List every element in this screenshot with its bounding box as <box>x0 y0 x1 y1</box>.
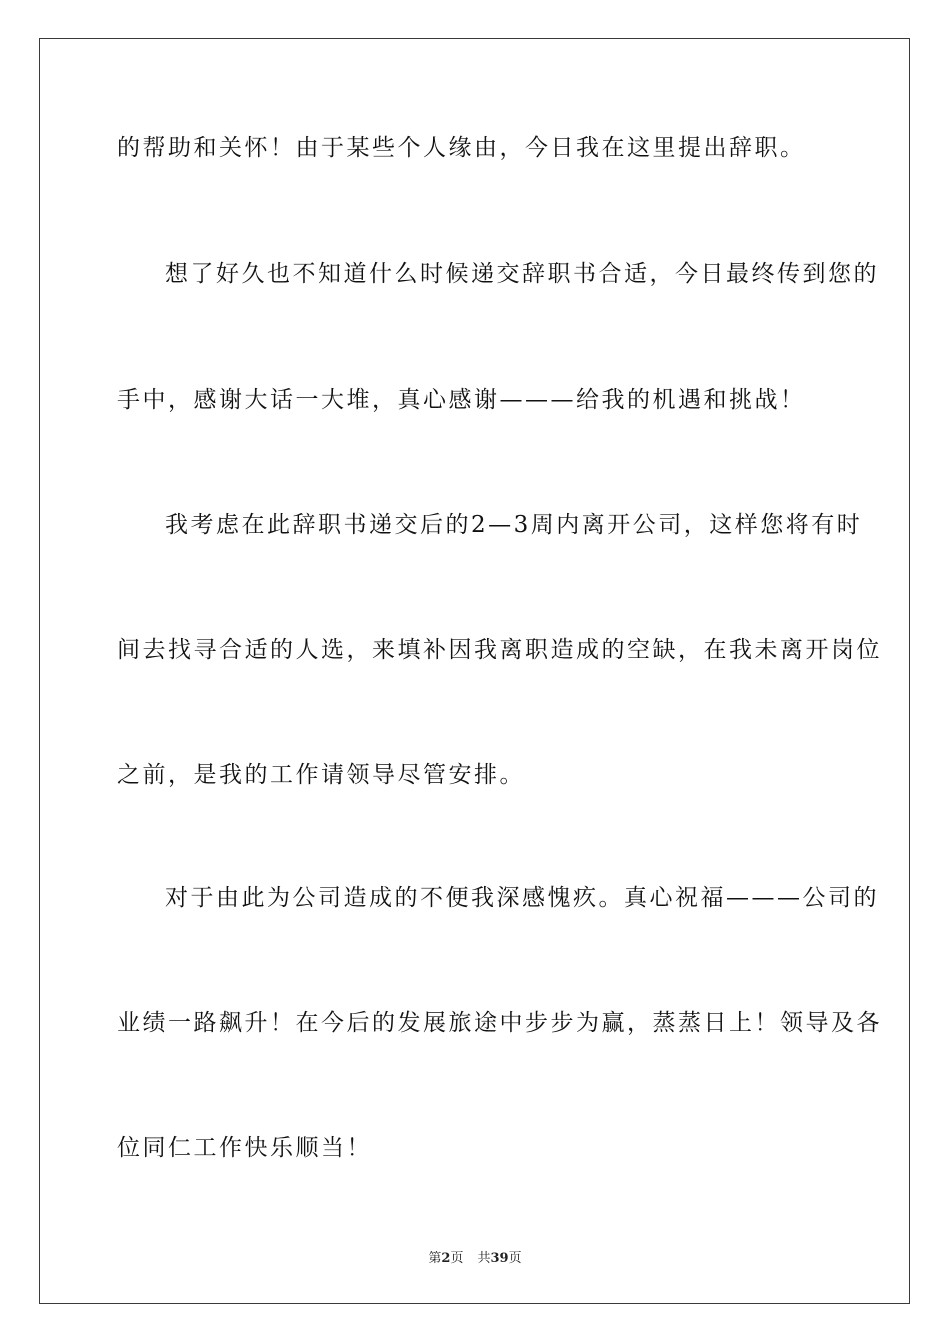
body-line-2: 想了好久也不知道什么时候递交辞职书合适，今日最终传到您的 <box>165 261 879 287</box>
page-number: 2 <box>441 1251 451 1266</box>
page-border <box>39 38 910 1304</box>
body-line-4: 我考虑在此辞职书递交后的2—3周内离开公司，这样您将有时 <box>165 512 863 538</box>
total-suffix: 页 <box>508 1251 522 1266</box>
body-line-3: 手中，感谢大话一大堆，真心感谢———给我的机遇和挑战！ <box>117 387 806 413</box>
body-line-8: 业绩一路飙升！在今后的发展旅途中步步为赢，蒸蒸日上！领导及各 <box>117 1010 882 1036</box>
total-pages: 39 <box>490 1251 509 1266</box>
total-prefix: 共 <box>477 1251 491 1266</box>
body-line-7: 对于由此为公司造成的不便我深感愧疚。真心祝福———公司的 <box>165 885 879 911</box>
body-line-5: 间去找寻合适的人选，来填补因我离职造成的空缺，在我未离开岗位 <box>117 637 882 663</box>
page-prefix: 第 <box>428 1251 442 1266</box>
body-line-1: 的帮助和关怀！由于某些个人缘由，今日我在这里提出辞职。 <box>117 135 806 161</box>
body-line-9: 位同仁工作快乐顺当！ <box>117 1135 372 1161</box>
page-footer <box>0 1247 950 1266</box>
page-suffix: 页 <box>450 1251 464 1266</box>
body-line-6: 之前，是我的工作请领导尽管安排。 <box>117 762 525 788</box>
